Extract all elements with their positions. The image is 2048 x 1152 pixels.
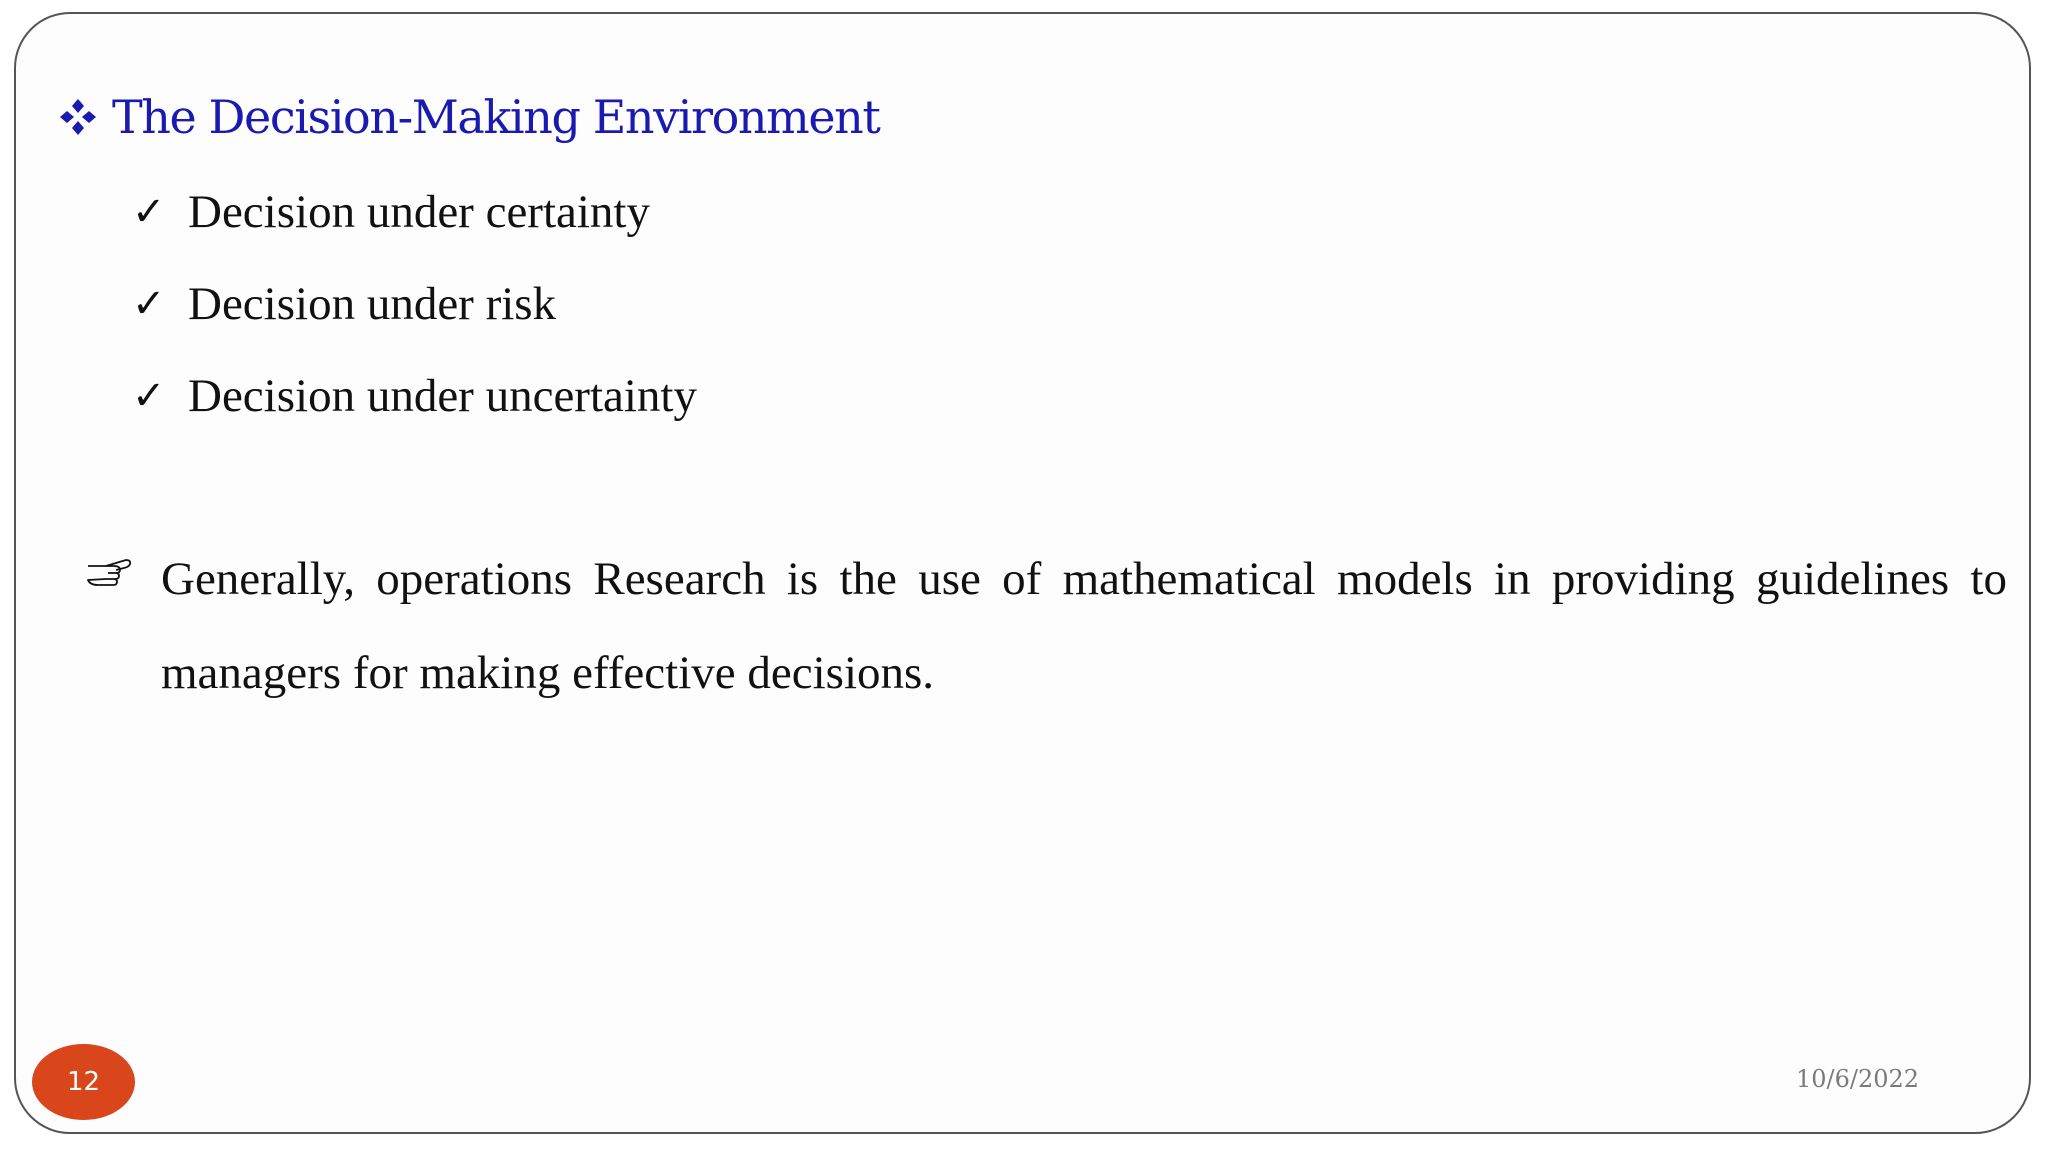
slide-date: 10/6/2022	[1796, 1065, 1920, 1093]
paragraph-line-1: Generally, operations Research is the use of mathematical models in providing guidelines to	[161, 553, 2007, 605]
checklist-item-label: Decision under certainty	[188, 186, 650, 238]
four-diamond-icon	[58, 97, 98, 137]
checklist-item-label: Decision under uncertainty	[188, 370, 697, 422]
checkmark-icon: ✓	[132, 281, 166, 327]
slide-heading	[58, 90, 880, 144]
checkmark-icon: ✓	[132, 373, 166, 419]
page-number: 12	[66, 1067, 101, 1097]
page-number-badge	[32, 1044, 135, 1120]
checklist-item-uncertainty	[132, 369, 697, 423]
checklist-item-label: Decision under risk	[188, 278, 557, 330]
paragraph-line-2: managers for making effective decisions.	[161, 647, 935, 699]
checklist-item-certainty	[132, 185, 650, 239]
pointing-hand-icon	[86, 556, 132, 586]
checklist-item-risk	[132, 277, 556, 331]
checkmark-icon: ✓	[132, 189, 166, 235]
heading-text: The Decision-Making Environment	[112, 90, 880, 144]
